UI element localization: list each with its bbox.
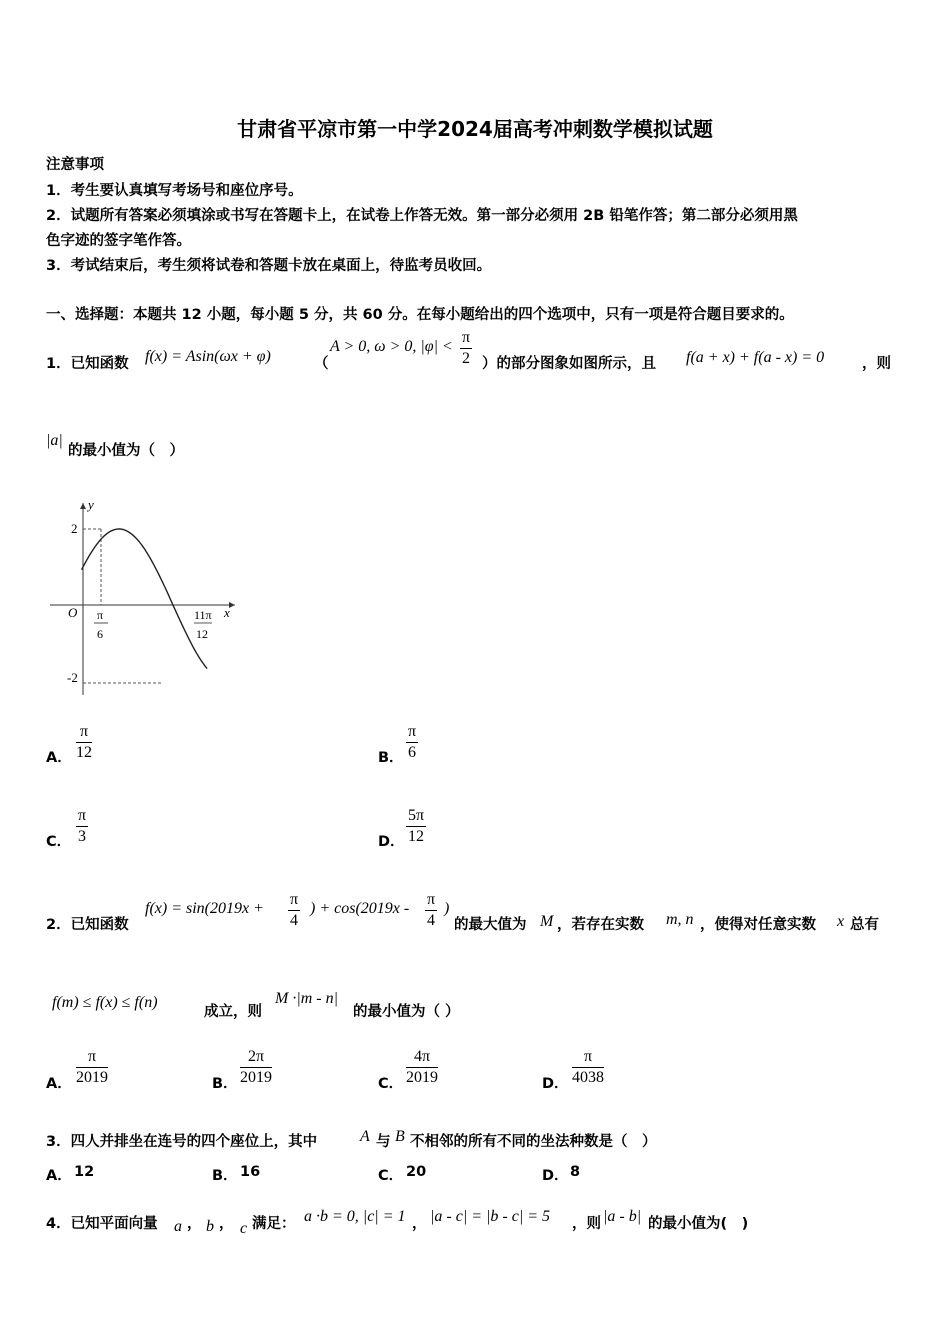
q4-then: ，则 (572, 1216, 601, 1232)
page-title: 甘肃省平凉市第一中学2024届高考冲刺数学模拟试题 (237, 117, 713, 141)
q2-question: 的最小值为（ ） (353, 1004, 460, 1020)
q3-option-d-value: 8 (570, 1164, 581, 1180)
x-label: x (224, 605, 230, 620)
q3-option-c-label: C． (378, 1168, 404, 1184)
q2-function-c: ) (444, 900, 450, 917)
q2-frac1-num: π (288, 890, 300, 911)
q3-option-b-label: B． (212, 1168, 238, 1184)
sine-curve (82, 529, 208, 669)
q2-inequality: f(m) ≤ f(x) ≤ f(n) (52, 994, 158, 1011)
q4-condition-1: a ·b = 0, |c| = 1 (304, 1208, 406, 1225)
notes-heading: 注意事项 (46, 157, 104, 173)
q1-option-c-num: π (76, 806, 88, 827)
q1-option-c-den: 3 (78, 828, 87, 845)
q1-option-a-den: 12 (76, 744, 92, 761)
q1-condition: A > 0, ω > 0, |φ| < (330, 338, 453, 355)
y-max-label: 2 (71, 521, 78, 536)
notes-item-2b: 色字迹的签字笔作答。 (46, 233, 191, 249)
q1-equation: f(a + x) + f(a - x) = 0 (686, 349, 825, 366)
q2-mid-1: 的最大值为 (454, 917, 527, 933)
q2-fraction-2 (425, 890, 437, 931)
q2-option-d-label: D． (542, 1076, 569, 1092)
y-label: y (88, 497, 94, 512)
q2-lead: 2．已知函数 (46, 917, 129, 933)
q1-sine-graph (40, 495, 250, 705)
q1-cond-num: π (460, 328, 472, 349)
q1-mid-text: ）的部分图象如图所示，且 (482, 356, 656, 372)
q3-B: B (395, 1128, 405, 1145)
q1-abs-a: |a| (46, 432, 63, 449)
section-heading: 一、选择题：本题共 12 小题，每小题 5 分，共 60 分。在每小题给出的四个选项中，只有一项是符合题目要求的。 (46, 307, 794, 323)
tick1-num: π (97, 608, 104, 622)
y-min-label: -2 (67, 670, 78, 685)
q2-function-b: ) + cos(2019x - (310, 900, 410, 917)
q2-frac2-num: π (425, 890, 437, 911)
tick2-den: 12 (196, 627, 208, 641)
tick2-num: 11π (194, 608, 212, 622)
q1-tail: ，则 (862, 356, 891, 372)
q2-option-c (406, 1047, 438, 1088)
q3-option-d-label: D． (542, 1168, 569, 1184)
q4-satisfy: 满足： (252, 1216, 296, 1232)
q1-option-c (76, 806, 88, 847)
q2-option-b-label: B． (212, 1076, 238, 1092)
q1-option-a (76, 722, 92, 763)
q1-condition-fraction (460, 328, 472, 369)
q1-option-b-label: B． (378, 750, 404, 766)
q2-mid-5: 成立，则 (204, 1004, 262, 1020)
q2-option-c-num: 4π (406, 1047, 438, 1068)
q1-option-b-den: 6 (408, 744, 417, 761)
q3-with: 与 (376, 1134, 391, 1150)
q4-vector-c: c (240, 1220, 248, 1237)
q3-option-c-value: 20 (406, 1164, 427, 1180)
q2-fraction-1 (288, 890, 300, 931)
q3-option-b-value: 16 (240, 1164, 261, 1180)
q1-option-b-num: π (406, 722, 418, 743)
q2-option-d-den: 4038 (572, 1069, 604, 1086)
q4-comma-1: ， (187, 1216, 202, 1232)
q2-option-c-den: 2019 (406, 1069, 438, 1086)
q2-option-a-num: π (76, 1047, 108, 1068)
origin-label: O (68, 605, 78, 620)
q4-condition-2: |a - c| = |b - c| = 5 (430, 1208, 551, 1225)
q2-mid-2: ，若存在实数 (557, 917, 644, 933)
q3-stem-b: 不相邻的所有不同的坐法种数是（ ） (410, 1134, 657, 1150)
q1-lead: 1．已知函数 (46, 356, 129, 372)
q2-M: M (540, 913, 554, 930)
q2-option-a-label: A． (46, 1076, 72, 1092)
q3-option-a-value: 12 (74, 1164, 95, 1180)
q4-lead: 4．已知平面向量 (46, 1216, 158, 1232)
q2-option-a (76, 1047, 108, 1088)
q2-x: x (837, 913, 845, 930)
q2-function-a: f(x) = sin(2019x + (145, 900, 264, 917)
q1-option-a-num: π (76, 722, 92, 743)
q1-option-c-label: C． (46, 834, 72, 850)
q2-option-b-num: 2π (240, 1047, 272, 1068)
q4-expression: |a - b| (603, 1208, 642, 1225)
q1-option-a-label: A． (46, 750, 72, 766)
q2-mn: m, n (666, 911, 694, 928)
q2-option-c-label: C． (378, 1076, 404, 1092)
q2-option-a-den: 2019 (76, 1069, 108, 1086)
notes-item-1: 1．考生要认真填写考场号和座位序号。 (46, 183, 303, 199)
q1-function: f(x) = Asin(ωx + φ) (145, 348, 271, 365)
q1-option-b (406, 722, 418, 763)
notes-item-2a: 2．试题所有答案必须填涂或书写在答题卡上，在试卷上作答无效。第一部分必须用 2B 铅笔作答；第二部分必须用黑 (46, 208, 798, 224)
q4-vector-a: a (174, 1218, 182, 1235)
q1-cond-den: 2 (462, 350, 471, 367)
q2-frac1-den: 4 (290, 912, 299, 929)
q3-option-a-label: A． (46, 1168, 72, 1184)
q1-option-d-label: D． (378, 834, 405, 850)
q4-comma-2: ， (219, 1216, 234, 1232)
q2-option-d-num: π (572, 1047, 604, 1068)
q1-question: 的最小值为（ ） (68, 443, 184, 459)
q4-comma-3: ， (412, 1216, 427, 1232)
q2-frac2-den: 4 (427, 912, 436, 929)
q1-option-d-num: 5π (406, 806, 426, 827)
q4-question: 的最小值为( ) (648, 1216, 749, 1232)
q2-option-b-den: 2019 (240, 1069, 272, 1086)
q1-option-d (406, 806, 426, 847)
q4-vector-b: b (206, 1218, 214, 1235)
q2-option-b (240, 1047, 272, 1088)
q2-expression: M ·|m - n| (275, 990, 339, 1007)
q1-cond-open: （ (314, 356, 329, 372)
q3-stem-a: 3．四人并排坐在连号的四个座位上，其中 (46, 1134, 318, 1150)
q1-option-d-den: 12 (408, 828, 425, 845)
q2-mid-4: 总有 (850, 917, 879, 933)
q3-A: A (360, 1128, 370, 1145)
notes-item-3: 3．考试结束后，考生须将试卷和答题卡放在桌面上，待监考员收回。 (46, 258, 492, 274)
q2-mid-3: ，使得对任意实数 (700, 917, 816, 933)
q2-option-d (572, 1047, 604, 1088)
tick1-den: 6 (97, 627, 103, 641)
